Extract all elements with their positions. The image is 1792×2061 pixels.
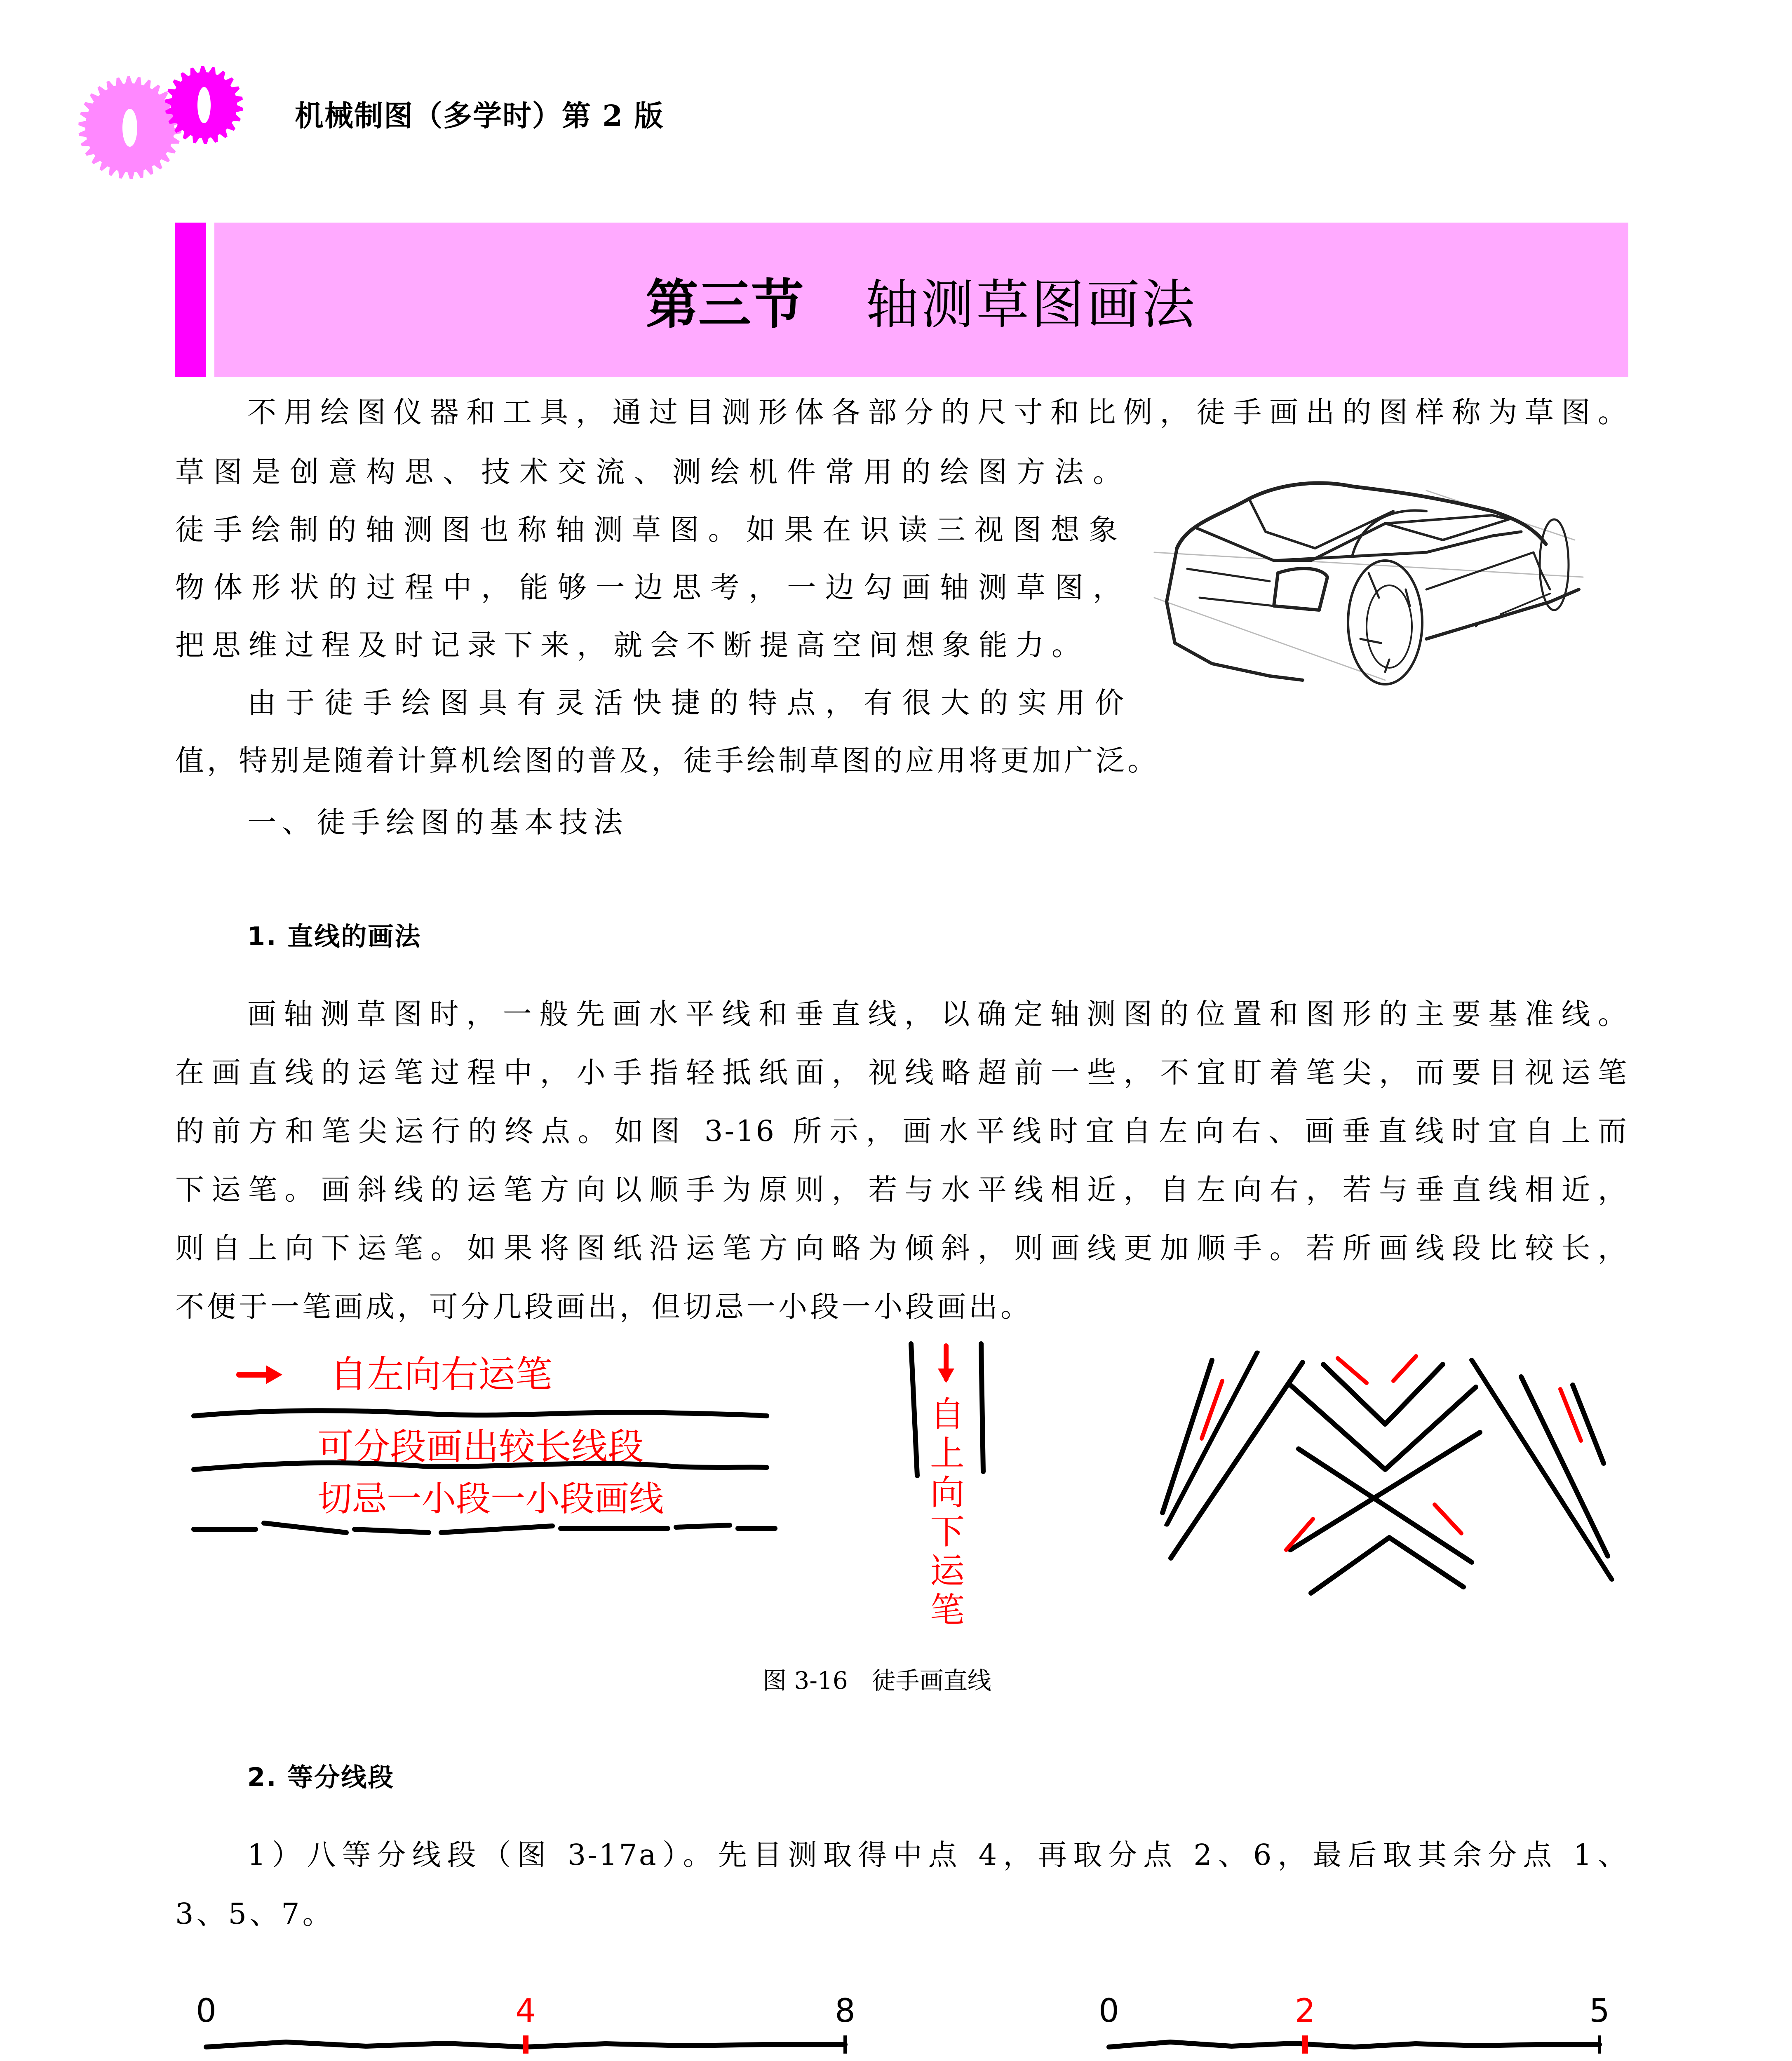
body-line: 则自上向下运笔。如果将图纸沿运笔方向略为倾斜，则画线更加顺手。若所画线段比较长，	[175, 1231, 1628, 1265]
red-arrow-icon	[1435, 1505, 1461, 1533]
sketch-line	[1311, 1538, 1463, 1593]
heading-level1: 一、徒手绘图的基本技法	[247, 805, 628, 839]
section-header	[175, 223, 1628, 377]
section-accent-bar	[175, 223, 206, 377]
sketch-line	[1290, 1385, 1476, 1469]
figure-3-16-vertical	[899, 1336, 1006, 1649]
intro-line: 物体形状的过程中，能够一边思考，一边勾画轴测草图，	[175, 570, 1123, 604]
sketch-line	[1323, 1364, 1443, 1424]
red-arrow-head	[938, 1369, 954, 1383]
body-line: 下运笔。画斜线的运笔方向以顺手为原则，若与水平线相近，自左向右，若与垂直线相近，	[175, 1173, 1628, 1207]
label-top-to-bottom	[930, 1394, 965, 1630]
division-label: 5	[1589, 1993, 1610, 2030]
body-line: 3、5、7。	[175, 1897, 334, 1931]
figure-3-16-horizontal	[181, 1336, 800, 1566]
small-gear-icon	[165, 66, 243, 144]
division-label: 4	[515, 1993, 536, 2030]
division-line	[1109, 2042, 1599, 2047]
sketch-line	[981, 1344, 983, 1472]
label-left-to-right: 自左向右运笔	[330, 1353, 552, 1396]
section-name: 轴测草图画法	[866, 274, 1198, 336]
intro-line: 徒手绘制的轴测图也称轴测草图。如果在识读三视图想象	[175, 513, 1119, 547]
figure-3-16-caption: 图 3-16 徒手画直线	[763, 1667, 991, 1695]
running-title: 机械制图（多学时）第 2 版	[295, 99, 664, 133]
intro-line: 值，特别是随着计算机绘图的普及，徒手绘制草图的应用将更加广泛。	[175, 744, 1159, 777]
vertical-label-char: 自	[930, 1394, 965, 1434]
sketch-line	[194, 1523, 775, 1533]
division-label: 0	[196, 1993, 216, 2030]
intro-line: 草图是创意构思、技术交流、测绘机件常用的绘图方法。	[175, 455, 1123, 489]
vertical-label-char: 上	[930, 1433, 965, 1474]
red-arrow-icon	[1393, 1356, 1416, 1381]
body-line: 1）八等分线段（图 3-17a）。先目测取得中点 4，再取分点 2、6，最后取其余分点 1、	[247, 1838, 1628, 1872]
label-segmented-long-line: 可分段画出较长线段	[317, 1425, 644, 1468]
vertical-label-char: 笔	[930, 1590, 965, 1630]
division-label: 8	[835, 1993, 855, 2030]
body-line: 的前方和笔尖运行的终点。如图 3-16 所示，画水平线时宜自左向右、画垂直线时宜自上而	[175, 1114, 1628, 1148]
vertical-label-char: 运	[930, 1551, 965, 1591]
section-number: 第三节	[645, 274, 804, 336]
body-line: 不便于一笔画成，可分几段画出，但切忌一小段一小段画出。	[175, 1290, 1032, 1324]
figure-3-17b	[1092, 1966, 1628, 2061]
intro-line: 不用绘图仪器和工具，通过目测形体各部分的尺寸和比例，徒手画出的图样称为草图。	[247, 395, 1628, 429]
figure-3-16-slanted	[1146, 1340, 1620, 1608]
figure-3-17a	[198, 1966, 866, 2061]
sketch-line	[1573, 1385, 1604, 1463]
intro-line: 把思维过程及时记录下来，就会不断提高空间想象能力。	[175, 628, 1082, 662]
sketch-line	[1472, 1360, 1612, 1580]
body-line: 在画直线的运笔过程中，小手指轻抵纸面，视线略超前一些，不宜盯着笔尖，而要目视运笔	[175, 1056, 1628, 1089]
car-sketch-image	[1138, 466, 1599, 688]
section-title	[214, 223, 1628, 377]
sketch-line	[1299, 1449, 1472, 1562]
division-label: 2	[1295, 1993, 1315, 2030]
label-avoid-short-segments: 切忌一小段一小段画线	[317, 1479, 664, 1519]
red-arrow-head	[266, 1365, 282, 1384]
subheading-straight-lines: 1. 直线的画法	[247, 921, 422, 951]
vertical-label-char: 下	[930, 1512, 965, 1552]
gears-logo	[62, 49, 276, 181]
subheading-dividing-segments: 2. 等分线段	[247, 1762, 395, 1792]
intro-line: 由于徒手绘图具有灵活快捷的特点，有很大的实用价	[247, 686, 1125, 720]
sketch-line	[194, 1411, 767, 1416]
sketch-line	[911, 1344, 917, 1476]
division-label: 0	[1099, 1993, 1119, 2030]
vertical-label-char: 向	[930, 1472, 965, 1513]
large-gear-icon	[78, 76, 181, 179]
sketch-line	[1290, 1432, 1480, 1550]
body-line: 画轴测草图时，一般先画水平线和垂直线，以确定轴测图的位置和图形的主要基准线。	[247, 997, 1628, 1031]
sketch-line	[194, 1463, 767, 1469]
